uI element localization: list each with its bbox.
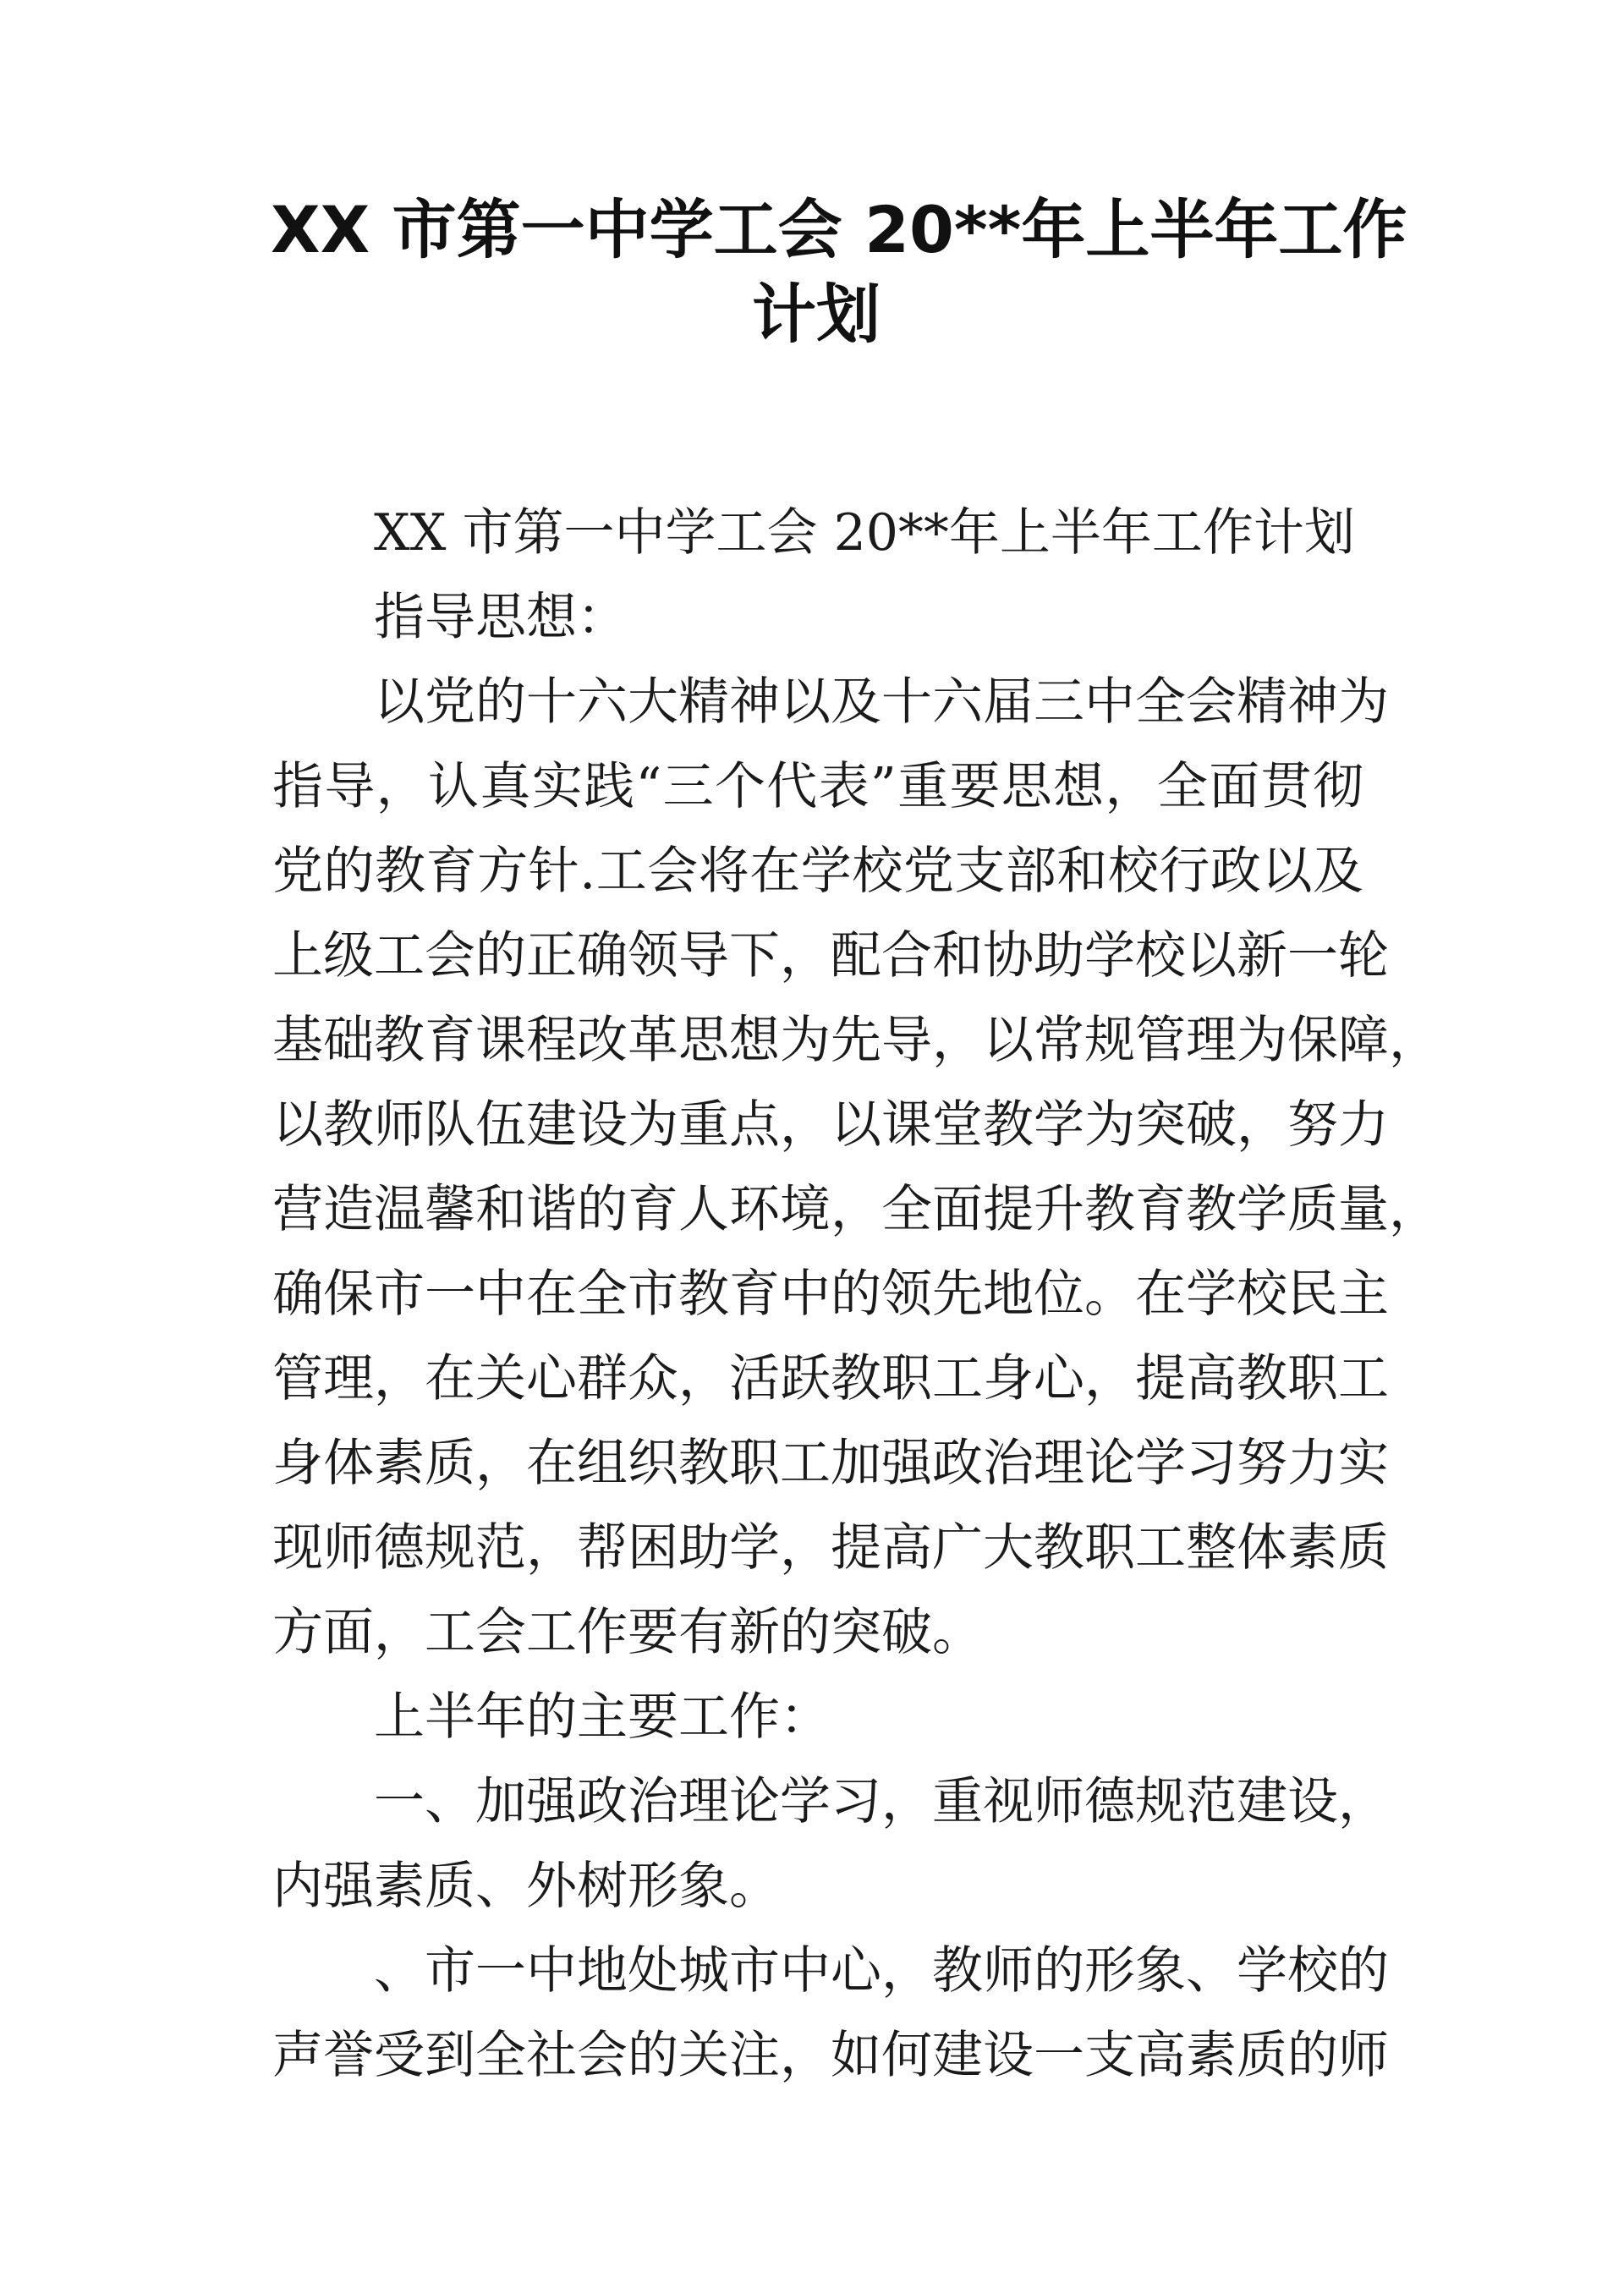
paragraph-line: 一、加强政治理论学习，重视师德规范建设， (374, 1772, 1389, 1831)
paragraph-line: 以党的十六大精神以及十六届三中全会精神为 (374, 672, 1389, 732)
title-line: XX 市第一中学工会 20**年上半年工作 (271, 192, 1407, 267)
paragraph-line: 基础教育课程改革思想为先导，以常规管理为保障， (272, 1011, 1440, 1070)
guiding-ideology-label: 指导思想： (374, 588, 628, 647)
guiding-ideology-paragraph (272, 660, 1440, 1675)
paragraph-line: 营造温馨和谐的育人环境，全面提升教育教学质量， (272, 1180, 1440, 1239)
document-title (271, 188, 1407, 357)
main-work-label: 上半年的主要工作： (374, 1688, 831, 1747)
paragraph-line: 、市一中地处城市中心，教师的形象、学校的 (374, 1941, 1389, 2000)
paragraph-line: 内强素质、外树形象。 (272, 1857, 780, 1916)
paragraph-line: 管理，在关心群众，活跃教职工身心，提高教职工 (272, 1349, 1389, 1408)
paragraph-line: 党的教育方针.工会将在学校党支部和校行政以及 (272, 842, 1363, 901)
paragraph-line: 现师德规范，帮困助学，提高广大教职工整体素质 (272, 1518, 1389, 1578)
work-item-1-detail (272, 1929, 1389, 2098)
paragraph-line: 声誉受到全社会的关注，如何建设一支高素质的师 (272, 2026, 1389, 2085)
paragraph-line: 指导，认真实践“三个代表”重要思想，全面贯彻 (272, 757, 1363, 816)
paragraph-line: 身体素质，在组织教职工加强政治理论学习努力实 (272, 1434, 1389, 1493)
paragraph-line: 确保市一中在全市教育中的领先地位。在学校民主 (272, 1265, 1389, 1324)
paragraph-line: 上级工会的正确领导下，配合和协助学校以新一轮 (272, 926, 1389, 985)
title-line: 计划 (752, 277, 881, 352)
work-item-1 (272, 1759, 1389, 1929)
paragraph-line: 方面，工会工作要有新的突破。 (272, 1603, 983, 1662)
paragraph-line: 以教师队伍建设为重点，以课堂教学为突破，努力 (272, 1095, 1389, 1155)
plan-heading: XX 市第一中学工会 20**年上半年工作计划 (374, 503, 1355, 563)
document-body (272, 491, 1440, 2098)
